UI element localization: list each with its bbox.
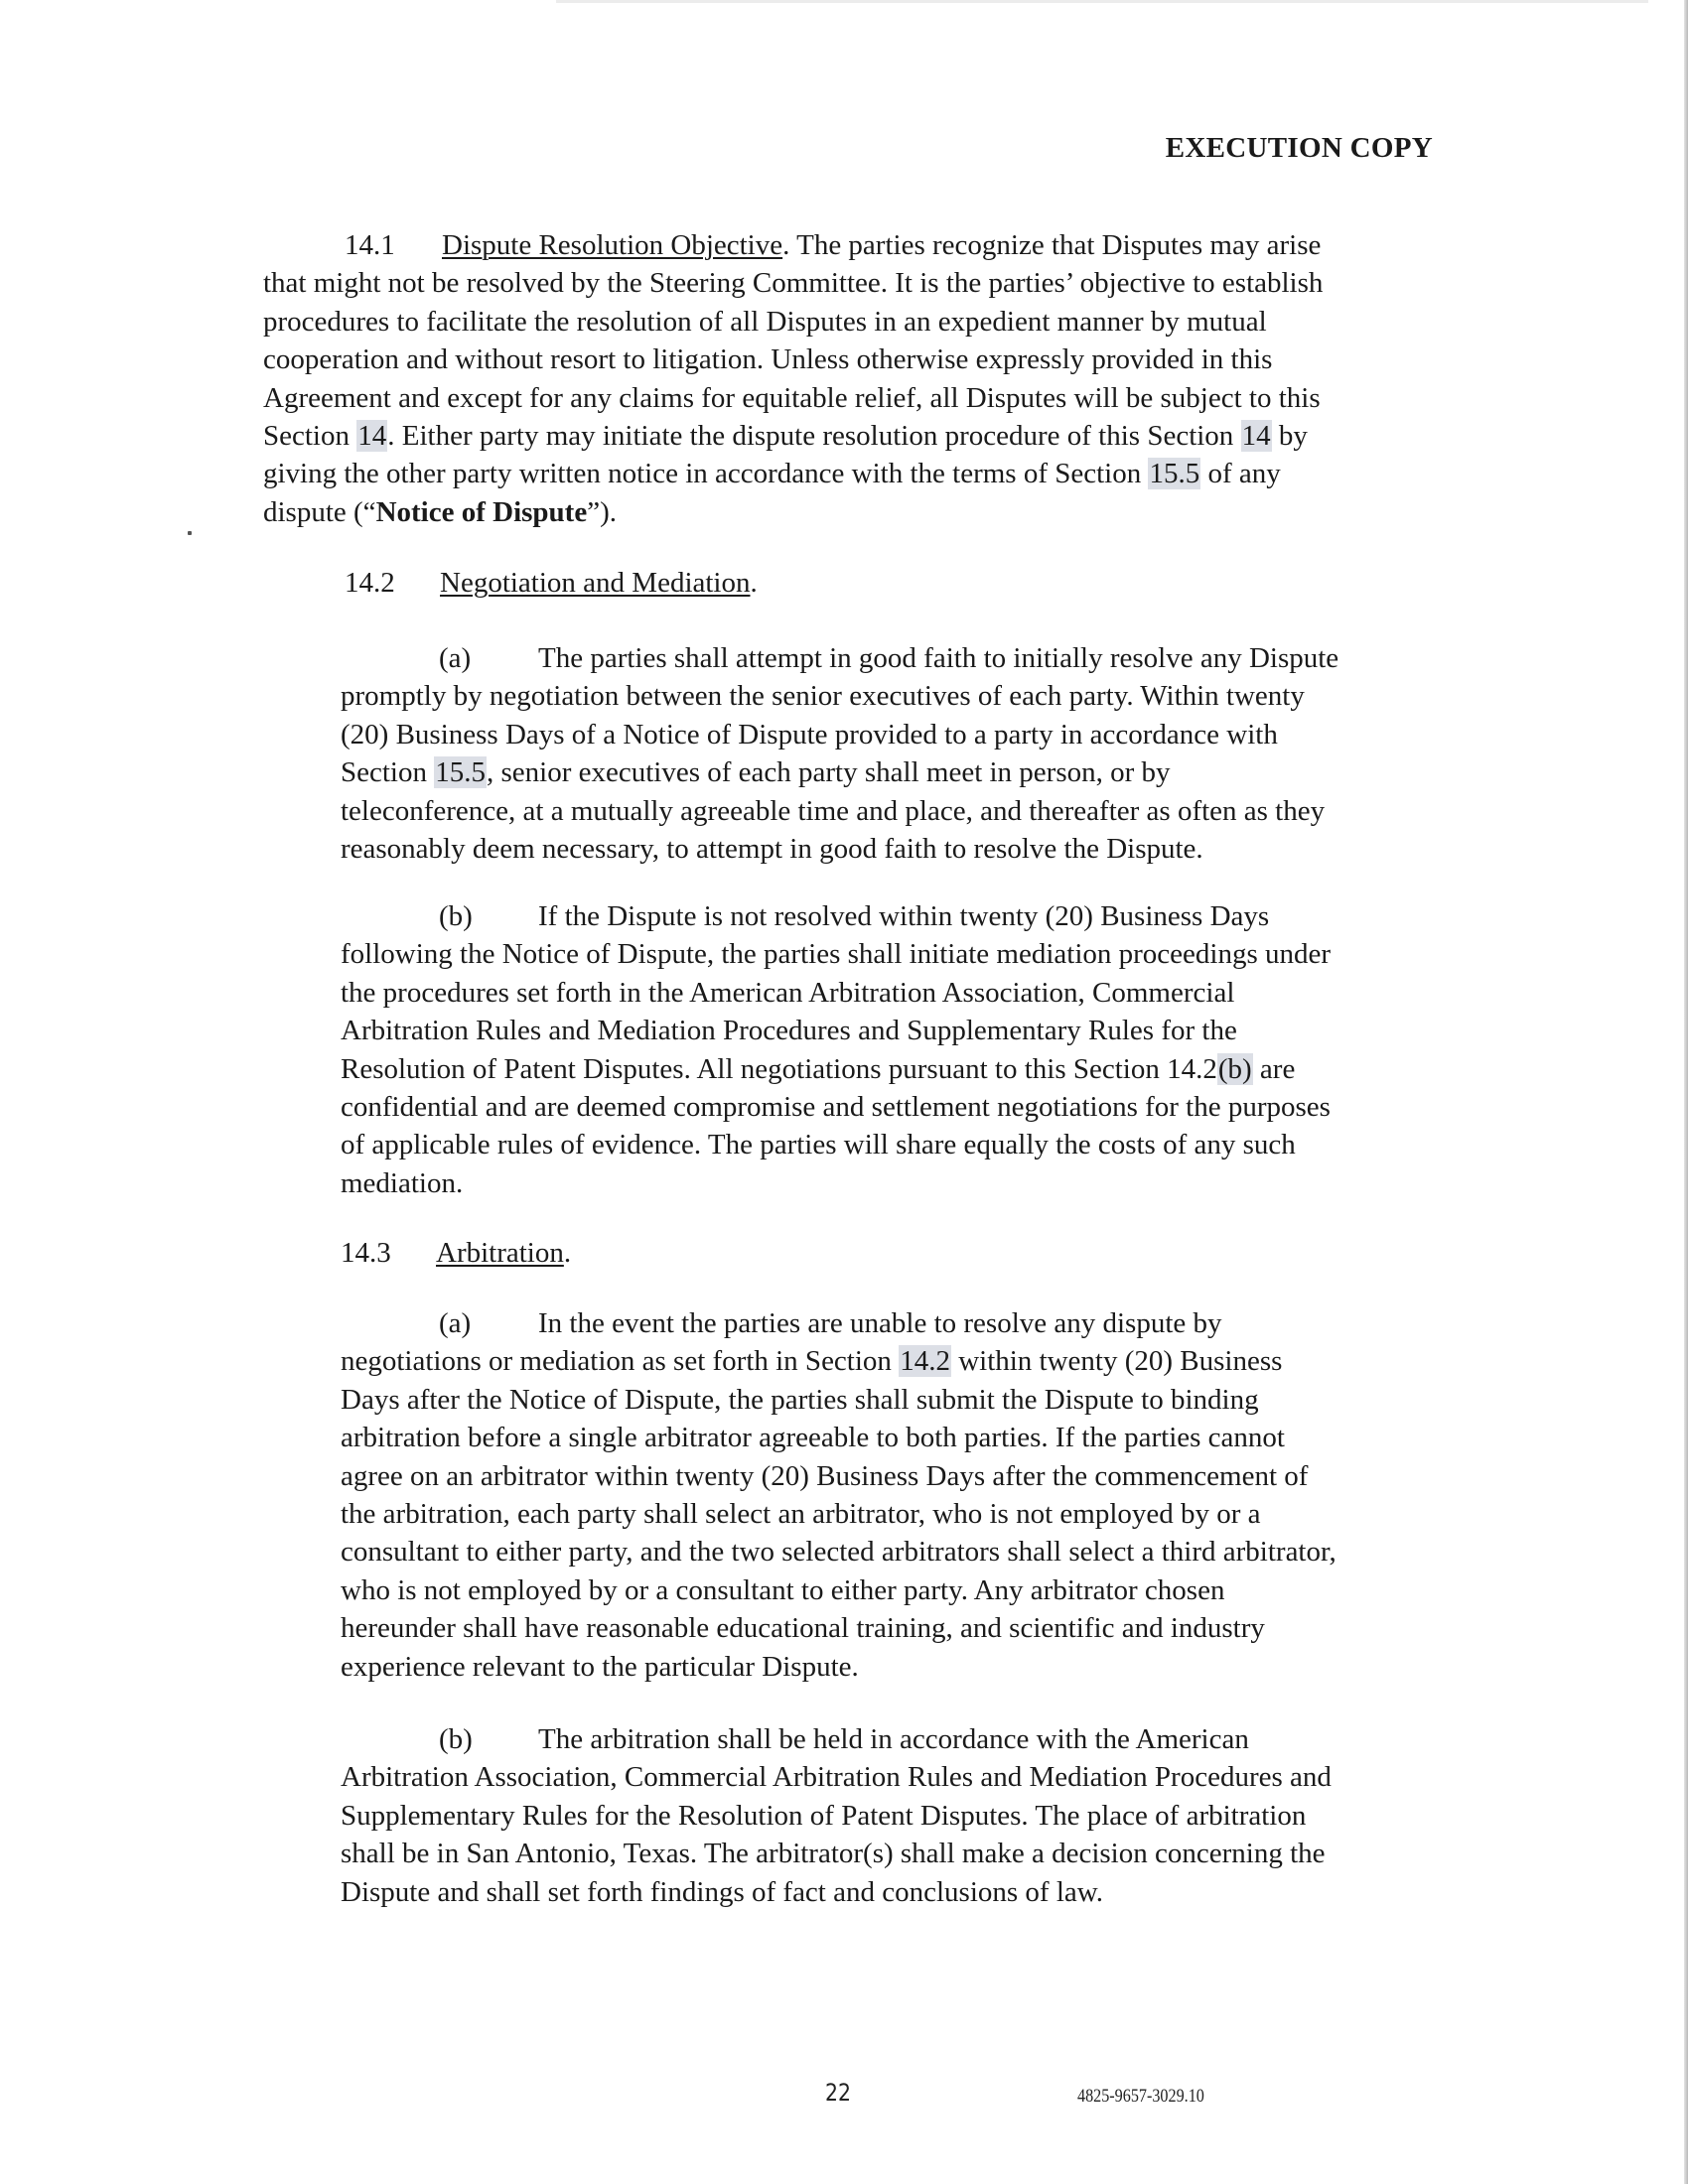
text-fragment: giving the other party written notice in accordance with the terms of Section: [263, 458, 1149, 490]
text-line: [263, 417, 1323, 455]
section-number: 14.2: [345, 567, 395, 599]
section-14-2-heading: [345, 564, 758, 602]
section-title: Dispute Resolution Objective: [442, 229, 783, 261]
text-fragment: Resolution of Patent Disputes. All negotiations pursuant to this Section 14.2: [341, 1052, 1217, 1085]
page-right-edge: [1684, 0, 1688, 2184]
text-line: consultant to either party, and the two selected arbitrators shall select a third arbitrator,: [341, 1536, 1336, 1569]
text-line: cooperation and without resort to litigation. Unless otherwise expressly provided in this: [263, 343, 1273, 376]
text-line: [341, 753, 1338, 791]
section-14-1-line-1: [263, 226, 1323, 264]
page-number: 22: [825, 2079, 851, 2107]
execution-copy-header: EXECUTION COPY: [1165, 132, 1433, 164]
text-fragment: ”).: [587, 495, 617, 528]
section-14-1-title-line: [442, 226, 1321, 264]
text-fragment: , senior executives of each party shall meet in person, or by: [487, 756, 1171, 789]
text-line: [263, 455, 1323, 492]
text-line: Days after the Notice of Dispute, the parties shall submit the Dispute to binding: [341, 1383, 1259, 1416]
subsection-label: (b): [439, 900, 473, 932]
subsection-label: (a): [439, 1307, 472, 1339]
text-fragment: of any: [1200, 458, 1281, 490]
text-fragment: . Either party may initiate the dispute resolution procedure of this Section: [387, 419, 1241, 452]
text-line: [341, 1342, 1336, 1380]
cross-reference-link[interactable]: 15.5: [435, 756, 486, 789]
text-line: teleconference, at a mutually agreeable time and place, and thereafter as often as they: [341, 794, 1326, 827]
text-line: the arbitration, each party shall select an arbitrator, who is not employed by or a: [341, 1497, 1261, 1530]
text-line: who is not employed by or a consultant to either party. Any arbitrator chosen: [341, 1573, 1225, 1606]
text-line: procedures to facilitate the resolution of all Disputes in an expedient manner by mutual: [263, 305, 1267, 338]
cross-reference-link[interactable]: 14: [1241, 419, 1271, 452]
text-line: promptly by negotiation between the senior executives of each party. Within twenty: [341, 680, 1305, 713]
text-line: [341, 1050, 1331, 1088]
subsection-label: (b): [439, 1723, 473, 1755]
text-line: Dispute and shall set forth findings of fact and conclusions of law.: [341, 1875, 1104, 1908]
text-line: Supplementary Rules for the Resolution of Patent Disputes. The place of arbitration: [341, 1799, 1307, 1832]
text-fragment: within twenty (20) Business: [950, 1345, 1283, 1378]
document-id: 4825-9657-3029.10: [1077, 2086, 1204, 2107]
text-line: agree on an arbitrator within twenty (20) Business Days after the commencement of: [341, 1459, 1309, 1492]
cross-reference-link[interactable]: (b): [1217, 1052, 1252, 1085]
text-fragment: If the Dispute is not resolved within twenty (20) Business Days: [538, 900, 1270, 932]
subsection-label: (a): [439, 642, 472, 674]
text-line: Agreement and except for any claims for equitable relief, all Disputes will be subject to this: [263, 381, 1321, 414]
text-fragment: dispute (“: [263, 495, 376, 528]
section-14-3-heading: [341, 1234, 571, 1272]
cross-reference-link[interactable]: 15.5: [1149, 458, 1200, 490]
text-fragment: In the event the parties are unable to resolve any dispute by: [538, 1307, 1222, 1339]
text-line: shall be in San Antonio, Texas. The arbitrator(s) shall make a decision concerning the: [341, 1838, 1326, 1870]
text-line: arbitration before a single arbitrator agreeable to both parties. If the parties cannot: [341, 1422, 1285, 1454]
section-14-2-a: [341, 639, 1338, 868]
text-line: experience relevant to the particular Dispute.: [341, 1650, 859, 1683]
section-title: Arbitration: [436, 1237, 564, 1269]
text-line: (20) Business Days of a Notice of Dispute provided to a party in accordance with: [341, 718, 1278, 751]
defined-term: Notice of Dispute: [375, 495, 588, 528]
section-number: 14.1: [345, 229, 395, 261]
text-line: that might not be resolved by the Steering Committee. It is the parties’ objective to establish: [263, 267, 1324, 300]
section-14-1: [263, 226, 1323, 531]
text-fragment: Section: [341, 756, 435, 789]
text-line: following the Notice of Dispute, the parties shall initiate mediation proceedings under: [341, 938, 1332, 971]
section-14-2-b: [341, 897, 1331, 1202]
text-line: confidential and are deemed compromise and settlement negotiations for the purposes: [341, 1090, 1331, 1123]
text-line: [263, 493, 1323, 531]
cross-reference-link[interactable]: 14.2: [900, 1345, 950, 1378]
text-fragment: by: [1271, 419, 1308, 452]
text-line: hereunder shall have reasonable educational training, and scientific and industry: [341, 1612, 1265, 1645]
text-line: Arbitration Association, Commercial Arbitration Rules and Mediation Procedures and: [341, 1761, 1332, 1794]
text-line: mediation.: [341, 1166, 464, 1199]
text-fragment: Section: [263, 419, 357, 452]
section-text: . The parties recognize that Disputes may arise: [782, 229, 1322, 261]
cross-reference-link[interactable]: 14: [357, 419, 387, 452]
section-title: Negotiation and Mediation: [440, 567, 751, 599]
text-line: the procedures set forth in the American Arbitration Association, Commercial: [341, 976, 1235, 1009]
text-fragment: .: [750, 567, 758, 599]
section-14-3-a: [341, 1304, 1336, 1686]
text-line: reasonably deem necessary, to attempt in good faith to resolve the Dispute.: [341, 832, 1203, 865]
scan-artifact-dot: [188, 531, 192, 535]
text-fragment: are: [1252, 1052, 1296, 1085]
text-fragment: The arbitration shall be held in accordance with the American: [538, 1723, 1249, 1755]
text-line: Arbitration Rules and Mediation Procedures and Supplementary Rules for the: [341, 1015, 1237, 1047]
text-fragment: The parties shall attempt in good faith to initially resolve any Dispute: [538, 642, 1339, 674]
section-14-3-b: [341, 1720, 1332, 1911]
scan-top-edge: [556, 0, 1648, 3]
text-line: of applicable rules of evidence. The parties will share equally the costs of any such: [341, 1129, 1296, 1161]
text-fragment: negotiations or mediation as set forth in Section: [341, 1345, 900, 1378]
text-fragment: .: [563, 1237, 572, 1269]
section-number: 14.3: [341, 1237, 391, 1269]
